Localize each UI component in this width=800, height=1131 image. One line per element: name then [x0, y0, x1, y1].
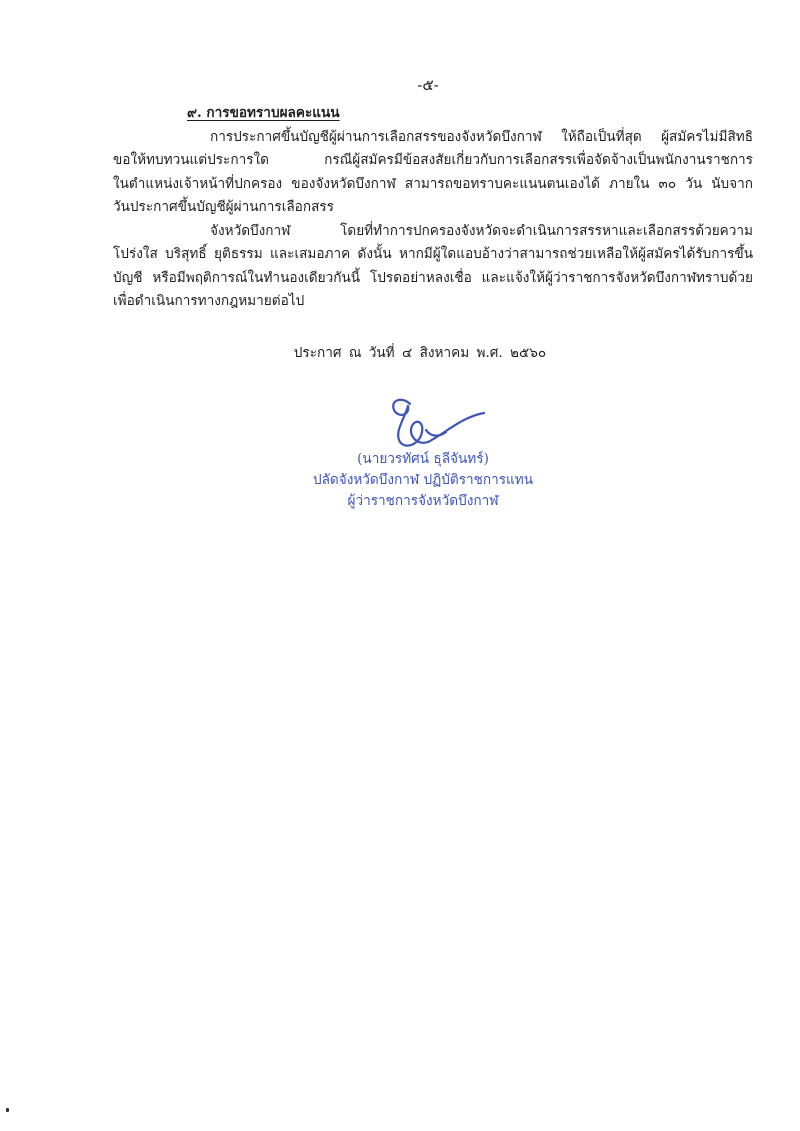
signer-position: ปลัดจังหวัดบึงกาฬ ปฏิบัติราชการแทน	[312, 472, 534, 488]
signer-name: (นายวรทัศน์ ธุลีจันทร์)	[357, 451, 489, 467]
announcement-date: ประกาศ ณ วันที่ ๔ สิงหาคม พ.ศ. ๒๕๖๐	[293, 345, 547, 361]
signer-block	[0, 449, 800, 512]
paragraph-transparency	[113, 220, 753, 314]
paragraph-line: เพื่อดำเนินการทางกฎหมายต่อไป	[113, 293, 305, 309]
signature-image	[380, 392, 490, 452]
paragraph-line: จังหวัดบึงกาฬ โดยที่ทำการปกครองจังหวัดจะดำเนินการสรรหาและเลือกสรรด้วยความ	[210, 222, 753, 239]
paragraph-line: วันประกาศขึ้นบัญชีผู้ผ่านการเลือกสรร	[113, 199, 334, 215]
paragraph-line: ขอให้ทบทวนแต่ประการใด กรณีผู้สมัครมีข้อสงสัยเกี่ยวกับการเลือกสรรเพื่อจัดจ้างเป็นพนักงานราชการ	[113, 152, 753, 168]
paragraph-score-inquiry	[113, 126, 753, 220]
document-body	[113, 102, 753, 314]
paragraph-line: ในตำแหน่งเจ้าหน้าที่ปกครอง ของจังหวัดบึงกาฬ สามารถขอทราบคะแนนตนเองได้ ภายใน ๓๐ วัน นับจาก	[113, 175, 753, 192]
paragraph-line: โปร่งใส บริสุทธิ์ ยุติธรรม และเสมอภาค ดังนั้น หากมีผู้ใดแอบอ้างว่าสามารถช่วยเหลือให้ผู้สมัครได้รับการขึ้น	[113, 246, 753, 262]
scan-edge-mark	[6, 1108, 9, 1112]
paragraph-line: บัญชี หรือมีพฤติการณ์ในทำนองเดียวกันนี้ โปรดอย่าหลงเชื่อ และแจ้งให้ผู้ว่าราชการจังหวัดบึงกาฬทราบด้วย	[113, 269, 753, 286]
section-heading: ๙. การขอทราบผลคะแนน	[187, 105, 340, 121]
paragraph-line: การประกาศขึ้นบัญชีผู้ผ่านการเลือกสรรของจังหวัดบึงกาฬ ให้ถือเป็นที่สุด ผู้สมัครไม่มีสิทธิ	[210, 128, 753, 145]
page-number: -๕-	[417, 76, 439, 94]
signer-title: ผู้ว่าราชการจังหวัดบึงกาฬ	[347, 493, 499, 509]
